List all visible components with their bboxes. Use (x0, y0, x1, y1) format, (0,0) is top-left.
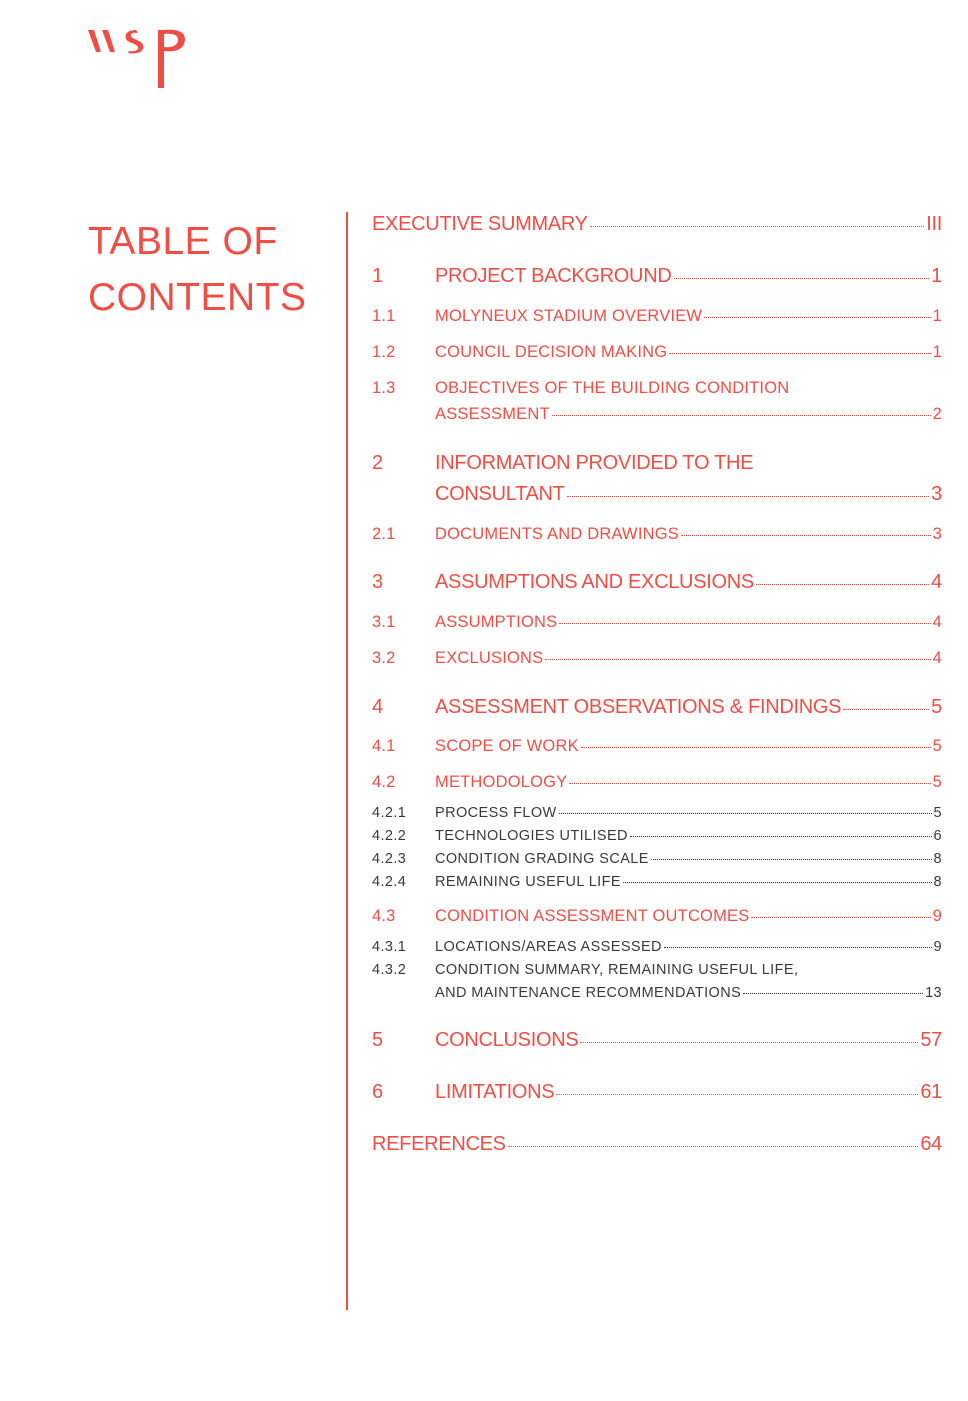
toc-entry-section-6[interactable] (372, 1081, 942, 1104)
dot-leader (843, 709, 929, 710)
dot-leader (556, 1094, 918, 1095)
toc-entry-references[interactable] (372, 1133, 942, 1156)
toc-entry-page: 9 (933, 939, 942, 955)
dot-leader (669, 353, 930, 354)
dot-leader (664, 947, 932, 948)
dot-leader (630, 836, 932, 837)
dot-leader (545, 659, 930, 660)
toc-entry-page: 1 (931, 265, 942, 287)
toc-entry-title: CONCLUSIONS (435, 1029, 579, 1051)
toc-entry-title-line-1: INFORMATION PROVIDED TO THE (435, 452, 754, 474)
dot-leader (681, 535, 931, 536)
toc-entry-section-4-2-2[interactable] (372, 828, 942, 844)
dot-leader (674, 278, 930, 279)
toc-entry-title-line-1: CONDITION SUMMARY, REMAINING USEFUL LIFE, (435, 962, 799, 978)
toc-entry-title: CONSULTANT (435, 483, 565, 505)
dot-leader (552, 415, 931, 416)
toc-entry-section-4-3-1[interactable] (372, 939, 942, 955)
toc-entry-page: 4 (932, 649, 942, 667)
toc-entry-page: 3 (932, 525, 942, 543)
toc-entry-section-4-2-4[interactable] (372, 874, 942, 890)
toc-entry-section-2-first-line[interactable] (372, 452, 942, 475)
toc-entry-section-1[interactable] (372, 265, 942, 288)
toc-entry-page: 9 (932, 907, 942, 925)
toc-entry-number: 4.2 (372, 773, 396, 791)
toc-entry-page: 3 (931, 483, 942, 505)
toc-entry-section-4-3-2-first-line[interactable] (372, 962, 942, 978)
toc-entry-number: 4.3.1 (372, 939, 407, 955)
wsp-logo (84, 22, 224, 92)
page-title (88, 214, 307, 326)
toc-entry-title: PROCESS FLOW (435, 805, 557, 821)
toc-entry-page: 64 (920, 1133, 942, 1155)
toc-entry-section-4-2-3[interactable] (372, 851, 942, 867)
toc-entry-section-1-1[interactable] (372, 307, 942, 326)
toc-entry-number: 2.1 (372, 525, 396, 543)
toc-entry-title: EXECUTIVE SUMMARY (372, 213, 588, 235)
dot-leader (567, 496, 930, 497)
toc-entry-title: ASSUMPTIONS (435, 613, 558, 631)
toc-entry-executive-summary[interactable] (372, 213, 942, 236)
dot-leader (590, 226, 925, 227)
toc-entry-section-1-2[interactable] (372, 343, 942, 362)
toc-entry-title: EXCLUSIONS (435, 649, 544, 667)
toc-entry-page: 6 (933, 828, 942, 844)
dot-leader (559, 623, 930, 624)
vertical-divider (346, 212, 348, 1310)
toc-entry-page: III (926, 213, 942, 235)
toc-entry-section-3[interactable] (372, 571, 942, 594)
dot-leader (756, 584, 929, 585)
toc-entry-section-5[interactable] (372, 1029, 942, 1052)
toc-entry-section-4-1[interactable] (372, 737, 942, 756)
toc-entry-number: 3.2 (372, 649, 396, 667)
toc-entry-section-1-3-first-line[interactable] (372, 379, 942, 398)
toc-entry-title: REFERENCES (372, 1133, 506, 1155)
toc-entry-section-3-2[interactable] (372, 649, 942, 668)
toc-entry-number: 4 (372, 696, 383, 718)
dot-leader (651, 859, 932, 860)
toc-entry-page: 5 (931, 696, 942, 718)
toc-entry-section-3-1[interactable] (372, 613, 942, 632)
toc-entry-number: 2 (372, 452, 383, 474)
toc-entry-page: 2 (932, 405, 942, 423)
toc-entry-title: ASSESSMENT OBSERVATIONS & FINDINGS (435, 696, 842, 718)
toc-entry-title: MOLYNEUX STADIUM OVERVIEW (435, 307, 703, 325)
toc-entry-page: 1 (932, 343, 942, 361)
toc-entry-page: 13 (925, 985, 942, 1001)
toc-entry-number: 1.3 (372, 379, 396, 397)
toc-entry-page: 57 (920, 1029, 942, 1051)
dot-leader (743, 993, 923, 994)
toc-entry-page: 4 (931, 571, 942, 593)
toc-entry-page: 1 (932, 307, 942, 325)
dot-leader (580, 1042, 918, 1043)
toc-entry-number: 1.2 (372, 343, 396, 361)
toc-entry-title: DOCUMENTS AND DRAWINGS (435, 525, 679, 543)
toc-entry-section-4-2-1[interactable] (372, 805, 942, 821)
toc-entry-number: 4.3 (372, 907, 396, 925)
toc-entry-number: 1.1 (372, 307, 396, 325)
toc-entry-number: 4.1 (372, 737, 396, 755)
toc-entry-number: 4.2.4 (372, 874, 407, 890)
toc-entry-page: 8 (933, 874, 942, 890)
dot-leader (704, 317, 930, 318)
dot-leader (581, 747, 931, 748)
toc-entry-section-4-2[interactable] (372, 773, 942, 792)
toc-entry-page: 8 (933, 851, 942, 867)
toc-entry-number: 4.2.3 (372, 851, 407, 867)
toc-entry-page: 61 (920, 1081, 942, 1103)
toc-entry-title-line-1: OBJECTIVES OF THE BUILDING CONDITION (435, 379, 790, 397)
toc-entry-number: 4.3.2 (372, 962, 407, 978)
toc-entry-title: METHODOLOGY (435, 773, 568, 791)
toc-entry-section-4-3[interactable] (372, 907, 942, 926)
toc-entry-number: 4.2.1 (372, 805, 407, 821)
toc-entry-number: 5 (372, 1029, 383, 1051)
toc-entry-page: 5 (932, 773, 942, 791)
toc-entry-title: LOCATIONS/AREAS ASSESSED (435, 939, 662, 955)
toc-entry-section-4[interactable] (372, 696, 942, 719)
dot-leader (559, 813, 932, 814)
toc-entry-title: PROJECT BACKGROUND (435, 265, 672, 287)
toc-entry-section-2[interactable] (372, 483, 942, 506)
toc-entry-title: LIMITATIONS (435, 1081, 555, 1103)
toc-entry-section-2-1[interactable] (372, 525, 942, 544)
toc-entry-section-1-3[interactable] (372, 405, 942, 424)
toc-entry-number: 4.2.2 (372, 828, 407, 844)
dot-leader (623, 882, 932, 883)
toc-entry-title: SCOPE OF WORK (435, 737, 579, 755)
toc-entry-number: 3.1 (372, 613, 396, 631)
toc-entry-number: 3 (372, 571, 383, 593)
toc-entry-title: ASSESSMENT (435, 405, 550, 423)
page-title-line-2: CONTENTS (88, 276, 307, 319)
dot-leader (508, 1146, 919, 1147)
toc-entry-title: ASSUMPTIONS AND EXCLUSIONS (435, 571, 754, 593)
toc-entry-title: CONDITION ASSESSMENT OUTCOMES (435, 907, 750, 925)
dot-leader (751, 917, 930, 918)
toc-entry-page: 5 (933, 805, 942, 821)
toc-entry-title: TECHNOLOGIES UTILISED (435, 828, 628, 844)
toc-entry-title: REMAINING USEFUL LIFE (435, 874, 621, 890)
toc-entry-title: COUNCIL DECISION MAKING (435, 343, 668, 361)
dot-leader (569, 783, 930, 784)
toc-entry-number: 1 (372, 265, 383, 287)
toc-entry-title: CONDITION GRADING SCALE (435, 851, 649, 867)
toc-entry-page: 5 (932, 737, 942, 755)
toc-entry-number: 6 (372, 1081, 383, 1103)
toc-entry-page: 4 (932, 613, 942, 631)
page-title-line-1: TABLE OF (88, 220, 278, 263)
toc-entry-section-4-3-2[interactable] (372, 985, 942, 1001)
toc-entry-title: AND MAINTENANCE RECOMMENDATIONS (435, 985, 742, 1001)
